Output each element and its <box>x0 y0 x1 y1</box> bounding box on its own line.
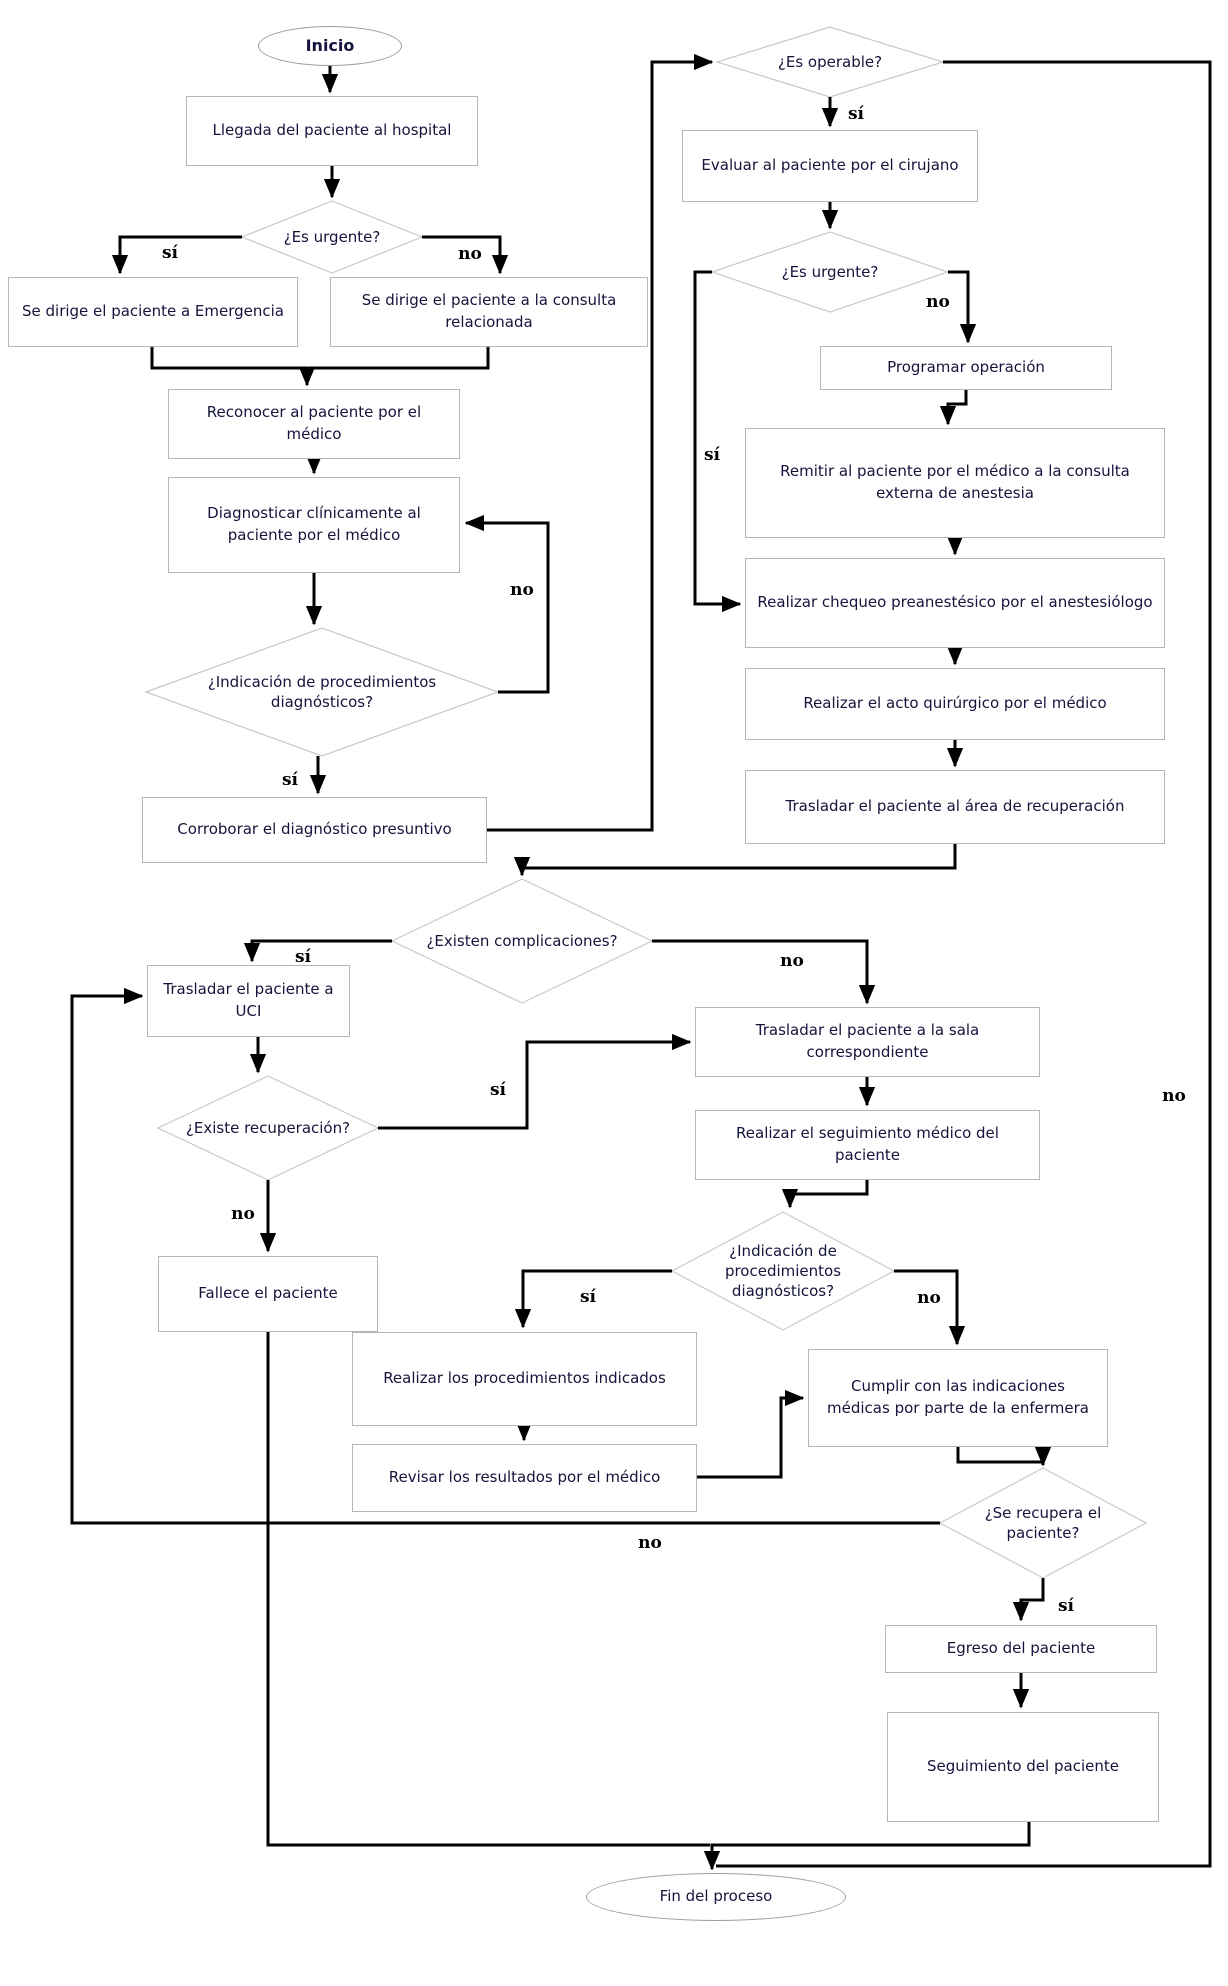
step-llegada: Llegada del paciente al hospital <box>186 96 478 166</box>
decision-indicacion-2: ¿Indicación de procedimientos diagnósticos? <box>724 1241 842 1301</box>
step-consulta: Se dirige el paciente a la consulta relacionada <box>330 277 648 347</box>
branch-label-si: sí <box>703 445 721 465</box>
step-sala: Trasladar el paciente a la sala correspondiente <box>695 1007 1040 1077</box>
step-emergencia: Se dirige el paciente a Emergencia <box>8 277 298 347</box>
step-reconocer: Reconocer al paciente por el médico <box>168 389 460 459</box>
step-acto-quirurgico: Realizar el acto quirúrgico por el médico <box>745 668 1165 740</box>
step-corroborar: Corroborar el diagnóstico presuntivo <box>142 797 487 863</box>
step-evaluar: Evaluar al paciente por el cirujano <box>682 130 978 202</box>
decision-se-recupera: ¿Se recupera el paciente? <box>984 1503 1102 1542</box>
step-remitir: Remitir al paciente por el médico a la consulta externa de anestesia <box>745 428 1165 538</box>
branch-label-si: sí <box>579 1287 597 1307</box>
step-revisar-resultados: Revisar los resultados por el médico <box>352 1444 697 1512</box>
step-diagnosticar: Diagnosticar clínicamente al paciente por el médico <box>168 477 460 573</box>
step-seguimiento-medico: Realizar el seguimiento médico del paciente <box>695 1110 1040 1180</box>
decision-complicaciones: ¿Existen complicaciones? <box>426 931 618 950</box>
branch-label-si: sí <box>294 947 312 967</box>
step-trasladar-recuperacion: Trasladar el paciente al área de recuperación <box>745 770 1165 844</box>
branch-label-si: sí <box>1057 1596 1075 1616</box>
decision-es-urgente-2: ¿Es urgente? <box>781 262 879 281</box>
start-terminator: Inicio <box>258 26 402 66</box>
branch-label-no: no <box>231 1204 255 1224</box>
branch-label-no: no <box>458 244 482 264</box>
branch-label-no: no <box>926 292 950 312</box>
step-chequeo: Realizar chequeo preanestésico por el anestesiólogo <box>745 558 1165 648</box>
decision-es-operable: ¿Es operable? <box>777 52 883 71</box>
step-programar: Programar operación <box>820 346 1112 390</box>
branch-label-no: no <box>638 1533 662 1553</box>
branch-label-si: sí <box>161 243 179 263</box>
step-fallece: Fallece el paciente <box>158 1256 378 1332</box>
step-egreso: Egreso del paciente <box>885 1625 1157 1673</box>
end-terminator: Fin del proceso <box>586 1873 846 1921</box>
step-seguimiento-paciente: Seguimiento del paciente <box>887 1712 1159 1822</box>
branch-label-no: no <box>780 951 804 971</box>
branch-label-si: sí <box>847 104 865 124</box>
branch-label-si: sí <box>281 770 299 790</box>
decision-es-urgente-1: ¿Es urgente? <box>283 227 381 246</box>
step-uci: Trasladar el paciente a UCI <box>147 965 350 1037</box>
branch-label-no: no <box>1162 1086 1186 1106</box>
branch-label-si: sí <box>489 1080 507 1100</box>
branch-label-no: no <box>917 1288 941 1308</box>
decision-recuperacion: ¿Existe recuperación? <box>185 1118 351 1137</box>
step-realizar-procedimientos: Realizar los procedimientos indicados <box>352 1332 697 1426</box>
step-cumplir-indicaciones: Cumplir con las indicaciones médicas por parte de la enfermera <box>808 1349 1108 1447</box>
branch-label-no: no <box>510 580 534 600</box>
decision-indicacion-1: ¿Indicación de procedimientos diagnósticos? <box>207 672 437 711</box>
